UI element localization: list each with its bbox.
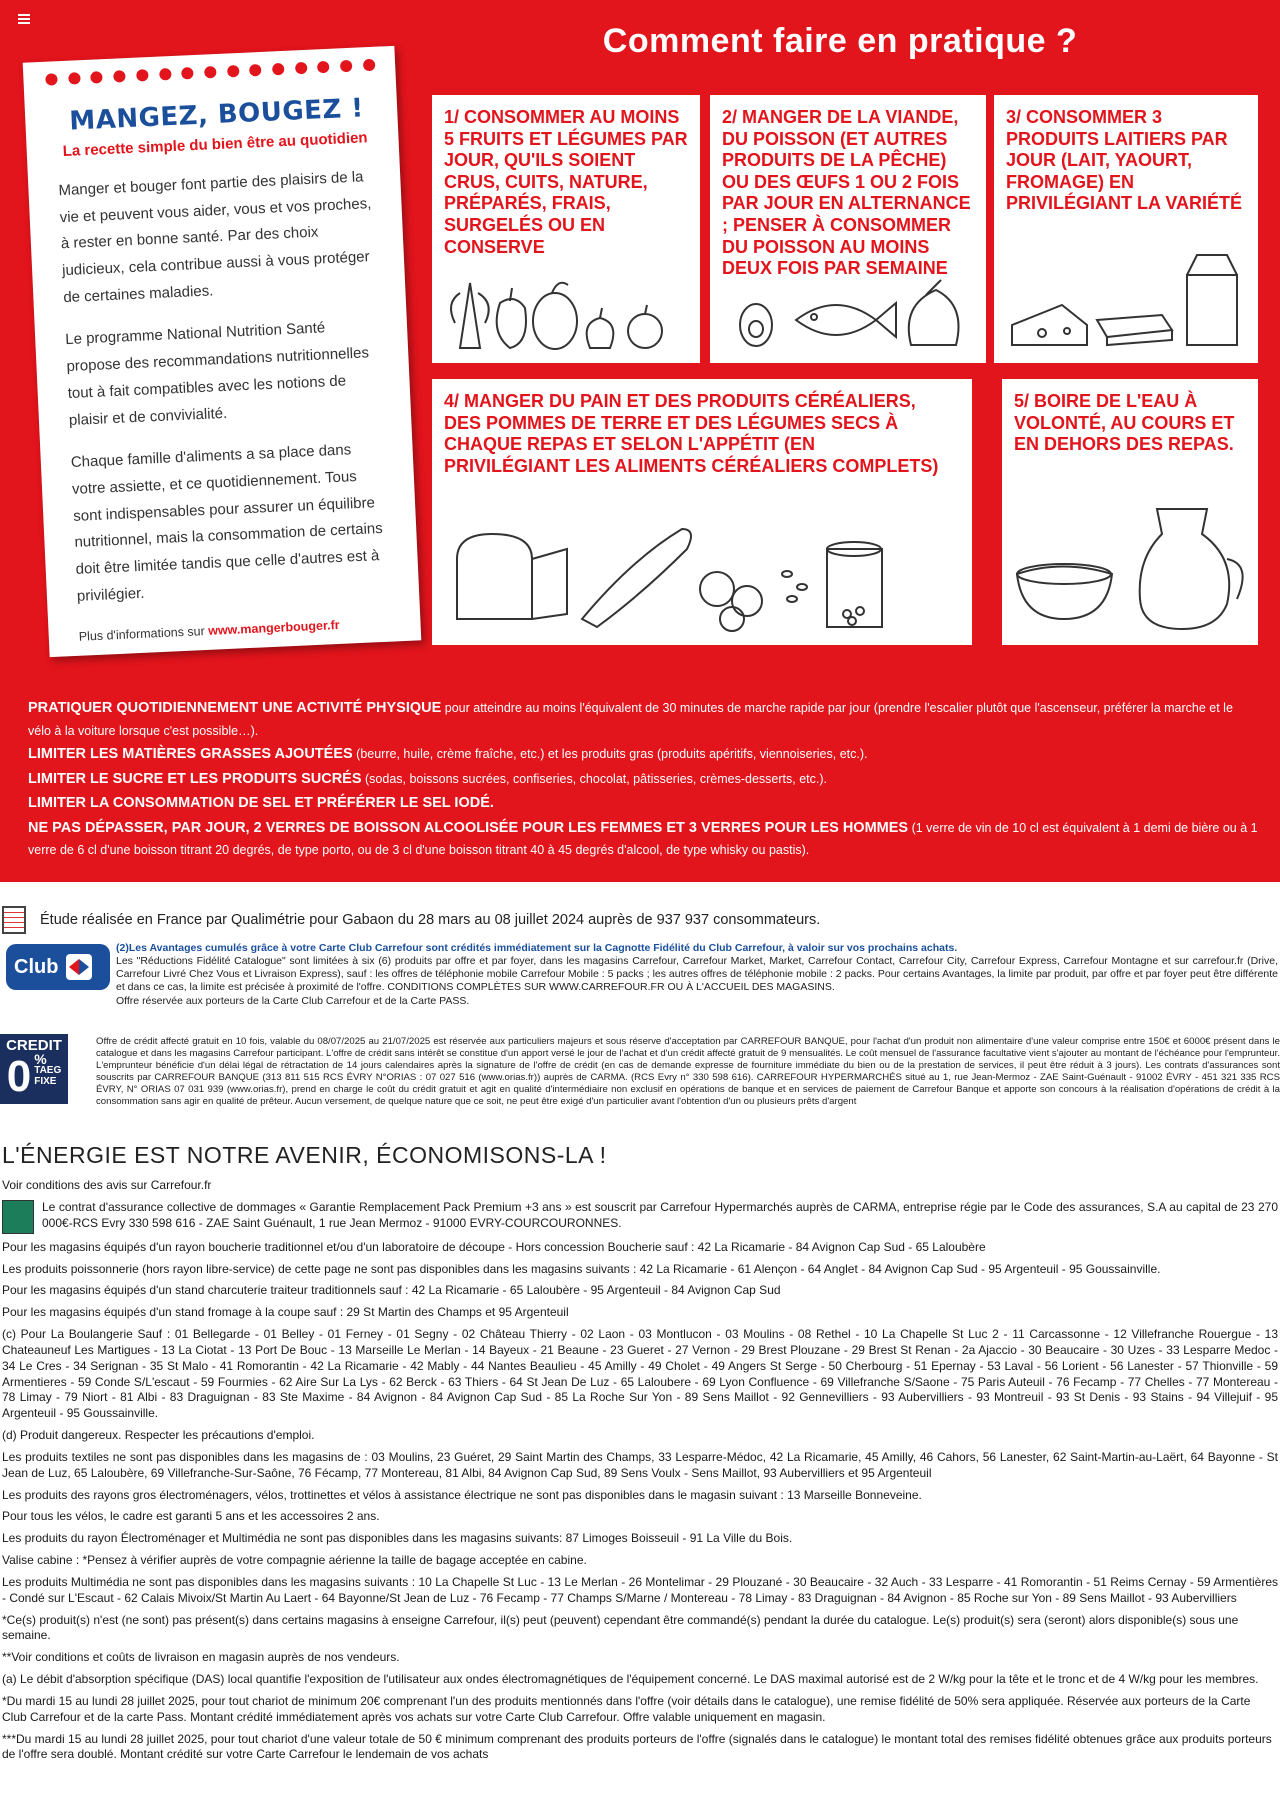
club-line: (2)Les Avantages cumulés grâce à votre Carte Club Carrefour sont crédités immédiatement sur la Cagnotte Fidélité du Club Carrefour, à valoir sur vos prochains achats. (116, 942, 958, 954)
legal-line: Pour les magasins équipés d'un stand fromage à la coupe sauf : 29 St Martin des Champs et 95 Argenteuil (2, 1305, 569, 1320)
garantie-pack-icon (2, 1200, 34, 1234)
top-red-section (0, 0, 1280, 882)
legal-line: Les produits Multimédia ne sont pas disponibles dans les magasins suivants : 10 La Chapelle St Luc - 13 Le Merlan - 26 Montelimar - 29 Plouzané - 30 Beaucaire - 32 Auch - 33 Lesparre - 41 Romorantin - 51 Reims Cernay - 59 Armentières - Condé sur L'Escaut - 62 Calais Mivoix/St Martin Au Laert - 64 Bayonne/St Jean de Luz - 76 Fecamp - 77 Champs S/Marne / Montereau - 78 Limay - 83 Draguignan - 84 Avignon - 85 Roche sur Yon - 89 Sens Maillot - 93 Aubervilliers (2, 1574, 1278, 1605)
health-rules (28, 696, 1258, 862)
legal-line: Valise cabine : *Pensez à vérifier auprès de votre compagnie aérienne la taille de bagage acceptée en cabine. (2, 1553, 587, 1568)
card-text: 5/ BOIRE DE L'EAU À VOLONTÉ, AU COURS ET EN DEHORS DES REPAS. (1014, 391, 1235, 455)
legal-line: Pour tous les vélos, le cadre est garanti 5 ans et les accessoires 2 ans. (2, 1509, 380, 1524)
rule-sugar: LIMITER LE SUCRE ET LES PRODUITS SUCRÉS (sodas, boissons sucrées, confiseries, chocolat, pâtisseries, crèmes-desserts, etc.). (28, 770, 827, 787)
fruits-vegetables-icon (440, 263, 690, 353)
note-subtitle: La recette simple du bien être au quotidien (62, 129, 368, 161)
card-dairy (994, 95, 1258, 363)
card-water (1002, 379, 1258, 645)
credit-0-percent-badge: CREDIT 0 % TAEG FIXE (0, 1034, 68, 1104)
carma-block (2, 1200, 1278, 1234)
energy-title: L'ÉNERGIE EST NOTRE AVENIR, ÉCONOMISONS-LA ! (2, 1142, 607, 1168)
club-terms (116, 942, 1278, 1008)
legal-line: Les produits des rayons gros électroménagers, vélos, trottinettes et vélos à assistance électrique ne sont pas disponibles dans le magasin suivant : 13 Marseille Bonneveine. (2, 1487, 922, 1502)
card-meat-fish-eggs (710, 95, 986, 363)
menu-icon[interactable] (18, 14, 30, 24)
legal-line: ***Du mardi 15 au lundi 28 juillet 2025, pour tout chariot d'une valeur totale de 50 € minimum comprenant des produits porteurs de l'offre (signalés dans le catalogue) le montant total des remises fidélité obtenues grâce aux produits porteurs de l'offre sera doublé. Montant crédité sur votre Carte Carrefour le lendemain de vos achats (2, 1731, 1272, 1762)
mangerbouger-link[interactable]: www.mangerbouger.fr (207, 618, 340, 639)
meat-fish-eggs-icon (726, 275, 976, 355)
legal-line: Les produits du rayon Électroménager et Multimédia ne sont pas disponibles dans les magasins suivants: 87 Limoges Boisseuil - 91 La Ville du Bois. (2, 1531, 793, 1546)
legal-line: (a) Le débit d'absorption spécifique (DAS) local quantifie l'exposition de l'utilisateur aux ondes électromagnétiques de l'équipement concerné. Le DAS maximal autorisé est de 2 W/kg pour la tête et le tronc et de 4 W/kg pour les membres. (2, 1672, 1259, 1687)
legal-line: (c) Pour La Boulangerie Sauf : 01 Bellegarde - 01 Belley - 01 Ferney - 01 Segny - 02 Château Thierry - 02 Laon - 03 Montlucon - 03 Moulins - 08 Rethel - 10 La Chapelle St Luc 2 - 11 Carcassonne - 12 Villefranche Rouergue - 13 Chateauneuf Les Martigues - 13 La Ciotat - 13 Port De Bouc - 13 Marseille Le Merlan - 14 Bayeux - 21 Beaune - 23 Gueret - 27 Vernon - 29 Brest Plouzane - 29 Brest St Renan - 2a Ajaccio - 30 Beaucaire - 30 Uzes - 33 Lesparre Medoc - 34 Le Cres - 34 Serignan - 35 St Malo - 41 Romorantin - 42 La Ricamarie - 42 Mably - 44 Nantes Beaulieu - 45 Amilly - 49 Cholet - 49 Angers St Serge - 50 Cherbourg - 51 Epernay - 53 Laval - 56 Lorient - 56 Lanester - 57 Thionville - 59 Armentieres - 59 Conde S/L'escaut - 59 Fourmies - 62 Aire Sur La Lys - 62 Berck - 63 Thiers - 64 St Jean De Luz - 65 Laloubere - 69 Lyon Confluence - 69 Villefranche S/Saone - 75 Paris Auteuil - 76 Fecamp - 77 Chelles - 77 Montereau - 78 Limay - 79 Niort - 81 Albi - 83 Draguignan - 83 Ste Maxime - 84 Avignon - 84 Avignon Cap Sud - 85 La Roche Sur Yon - 89 Sens Maillot - 92 Gennevilliers - 93 Aubervilliers - 93 Montreuil - 93 St Denis - 93 Stains - 94 Villejuif - 95 Argenteuil - 95 Goussainville. (2, 1327, 1278, 1421)
card-text: 3/ CONSOMMER 3 PRODUITS LAITIERS PAR JOUR (LAIT, YAOURT, FROMAGE) EN PRIVILÉGIANT LA VARIÉTÉ (1006, 107, 1243, 214)
notebook-holes (45, 59, 375, 86)
note-paragraph: Le programme National Nutrition Santé propose des recommandations nutritionnelles tout à fait compatibles avec les notions de plaisir et de convivialité. (64, 319, 370, 429)
carrefour-logo-icon (66, 954, 92, 980)
club-line: Offre réservée aux porteurs de la Carte Club Carrefour et de la Carte PASS. (116, 994, 470, 1007)
credit-terms: Offre de crédit affecté gratuit en 10 fois, valable du 08/07/2025 au 21/07/2025 est réservée aux particuliers majeurs et sous réserve d'acceptation par CARREFOUR BANQUE, pour l'achat d'un produit non alimentaire d'une valeur comprise entre 150€ et 6000€ présent dans le catalogue et dans les magasins Carrefour participant. L'offre de crédit sans intérêt se constitue d'un apport versé le jour de l'achat et d'un crédit affecté gratuit de 9 mensualités. Le coût mensuel de l'assurance facultative vient s'ajouter au montant de l'échéance pour l'emprunteur. L'emprunteur bénéficie d'un délai légal de rétractation de 14 jours calendaires après la signature de l'offre de crédit (en cas de demande expresse de fourniture immédiate du bien ou de la prestation de services, il peut être réduit à 3 jours). Les contrats d'assurances sont souscrits par CARREFOUR BANQUE (313 811 515 RCS ÉVRY N°ORIAS : 07 027 516 (www.orias.fr)) auprès de CARMA. (RCS Evry n° 330 598 616). CARREFOUR HYPERMARCHÉS situé au 1, rue Jean-Mermoz - ZAE Saint-Guénault - 91002 ÉVRY - 451 321 335 RCS ÉVRY, N° ORIAS 07 031 939 (www.orias.fr), prend en charge le coût du crédit gratuit et agit en qualité d'intermédiaire non exclusif en opérations de banque et en services de paiement de Carrefour Banque et apporte son concours à la réalisation d'opérations de crédit à la consommation sans agir en qualité de prêteur. Aucun versement, de quelque nature que ce soit, ne peut être exigé d'un particulier avant l'obtention d'un ou plusieurs prêts d'argent (96, 1036, 1280, 1107)
more-info: Plus d'informations sur www.mangerbouger.fr (78, 618, 340, 645)
legal-line: **Voir conditions et coûts de livraison en magasin auprès de nos vendeurs. (2, 1650, 400, 1665)
rule-alcohol: NE PAS DÉPASSER, PAR JOUR, 2 VERRES DE BOISSON ALCOOLISÉE POUR LES FEMMES ET 3 VERRES POUR LES HOMMES (1 verre de vin de 10 cl est équivalent à 1 demi de bière ou à 1 verre de 6 cl d'une boisson titrant 20 degrés, de type porto, ou de 3 cl d'une boisson titrant 40 à 45 degrés d'alcool, de type whisky ou pastis). (28, 819, 1258, 858)
card-fruits-vegetables (432, 95, 700, 363)
legal-line: Voir conditions des avis sur Carrefour.fr (2, 1178, 212, 1192)
legal-line: Pour les magasins équipés d'un rayon boucherie traditionnel et/ou d'un laboratoire de découpe - Hors concession Boucherie sauf : 42 La Ricamarie - 84 Avignon Cap Sud - 65 Laloubère (2, 1239, 986, 1254)
rule-salt: LIMITER LA CONSOMMATION DE SEL ET PRÉFÉRER LE SEL IODÉ. (28, 795, 494, 812)
legal-notes (2, 1178, 1278, 1769)
note-paragraph: Chaque famille d'aliments a sa place dans votre assiette, et ce quotidiennement. Tous sont indispensables pour assurer un équilibre nutritionnel, mais la consommation de certains doit être limitée tandis que celle d'autres est à privilégier. (70, 441, 384, 605)
note-paragraph: Manger et bouger font partie des plaisirs de la vie et peuvent vous aider, vous et vos proches, à rester en bonne santé. Par des choix judicieux, cela contribue aussi à vous protéger de certaines maladies. (58, 168, 372, 306)
legal-line: *Du mardi 15 au lundi 28 juillet 2025, pour tout chariot de minimum 20€ comprenant l'un des produits mentionnés dans l'offre (voir détails dans le catalogue), une remise fidélité de 50% sera appliquée. Réservée aux porteurs de la Carte Club Carrefour et de la carte Pass. Montant crédité immédiatement après vos achats sur votre Carte Club Carrefour. Offre valable uniquement en magasin. (2, 1693, 1251, 1724)
card-text: 4/ MANGER DU PAIN ET DES PRODUITS CÉRÉALIERS, DES POMMES DE TERRE ET DES LÉGUMES SECS À CHAQUE REPAS ET SELON L'APPÉTIT (EN PRIVILÉGIANT LES ALIMENTS CÉRÉALIERS COMPLETS) (444, 391, 939, 476)
rule-fats: LIMITER LES MATIÈRES GRASSES AJOUTÉES (beurre, huile, crème fraîche, etc.) et les produits gras (produits apéritifs, viennoiseries, etc.). (28, 745, 868, 762)
legal-line: (d) Produit dangereux. Respecter les précautions d'emploi. (2, 1428, 315, 1443)
legal-line: *Ce(s) produit(s) n'est (ne sont) pas présent(s) dans certains magasins à enseigne Carrefour, il(s) peut (peuvent) cependant être commandé(s) pendant la durée du catalogue. Le(s) produit(s) sera (seront) alors disponible(s) sous une semaine. (2, 1612, 1239, 1643)
club-line: Les "Réductions Fidélité Catalogue" sont limitées à six (6) produits par offre et par foyer, dans les magasins Carrefour, Carrefour Market, Market, Carrefour Contact, Carrefour City, Carrefour Express, Carrefour Montagne et sur carrefour.fr (Drive, Carrefour Livré Chez Vous et Livraison Express), sauf : les offres de téléphonie mobile Carrefour Mobile : 5 packs ; les autres offres de téléphonie mobile : 2 packs. Pour certains Avantages, la limite par produit, par offre et par foyer peut être différente et dans ce cas, la limite est précisée à proximité de l'offre. CONDITIONS COMPLÈTES SUR WWW.CARREFOUR.FR OU À L'ACCUEIL DES MAGASINS. (116, 955, 1278, 994)
dairy-products-icon (1002, 245, 1252, 355)
study-text: Étude réalisée en France par Qualimétrie pour Gabaon du 28 mars au 08 juillet 2024 auprès de 937 937 consommateurs. (40, 912, 821, 928)
legal-line: Pour les magasins équipés d'un stand charcuterie traiteur traditionnels sauf : 42 La Ricamarie - 65 Laloubère - 95 Argenteuil - 84 Avignon Cap Sud (2, 1283, 781, 1298)
legal-line: Les produits textiles ne sont pas disponibles dans les magasins de : 03 Moulins, 23 Guéret, 29 Saint Martin des Champs, 33 Lesparre-Médoc, 42 La Ricamarie, 45 Amilly, 46 Cahors, 56 Lanester, 62 Saint-Martin-au-Laërt, 64 Bayonne - St Jean de Luz, 65 Laloubère, 69 Villefranche-Sur-Saône, 76 Fécamp, 77 Montereau, 81 Albi, 84 Avignon Cap Sud, 89 Sens Voulx - Sens Maillot, 93 Aubervilliers et 95 Argenteuil (2, 1449, 1278, 1480)
nutrition-note-card (23, 46, 422, 657)
water-jug-bowl-icon (1012, 504, 1252, 634)
study-icon (2, 906, 26, 934)
legal-line: Les produits poissonnerie (hors rayon libre-service) de cette page ne sont pas disponibles dans les magasins suivants : 42 La Ricamarie - 61 Alençon - 64 Anglet - 84 Avignon Cap Sud - 95 Argenteuil - 95 Goussainville. (2, 1261, 1161, 1276)
note-title: MANGEZ, BOUGEZ ! (68, 93, 365, 137)
card-cereals (432, 379, 972, 645)
rule-activity: PRATIQUER QUOTIDIENNEMENT UNE ACTIVITÉ PHYSIQUE pour atteindre au moins l'équivalent de 30 minutes de marche rapide par jour (prendre l'escalier plutôt que l'ascenseur, préférer la marche et le vélo à la voiture lorsque c'est possible…). (28, 700, 1233, 738)
legal-line: Le contrat d'assurance collective de dommages « Garantie Remplacement Pack Premium +3 ans » est souscrit par Carrefour Hypermarchés auprès de CARMA, entreprise régie par le Code des assurances, S.A au capital de 23 270 000€-RCS Evry 330 598 616 - ZAE Saint Guénault, 1 rue Jean Mermoz - 91000 EVRY-COURCOURONNES. (42, 1199, 1278, 1230)
club-carrefour-badge: Club (6, 944, 110, 990)
card-text: 1/ CONSOMMER AU MOINS 5 FRUITS ET LÉGUMES PAR JOUR, QU'ILS SOIENT CRUS, CUITS, NATURE, PRÉPARÉS, FRAIS, SURGELÉS OU EN CONSERVE (444, 107, 688, 257)
page-title: Comment faire en pratique ? (602, 22, 1078, 60)
card-text: 2/ MANGER DE LA VIANDE, DU POISSON (ET AUTRES PRODUITS DE LA PÊCHE) OU DES ŒUFS 1 OU 2 FOIS PAR JOUR EN ALTERNANCE ; PENSER À CONSOMMER DU POISSON AU MOINS DEUX FOIS PAR SEMAINE (722, 107, 971, 279)
bread-cereals-icon (452, 519, 952, 634)
